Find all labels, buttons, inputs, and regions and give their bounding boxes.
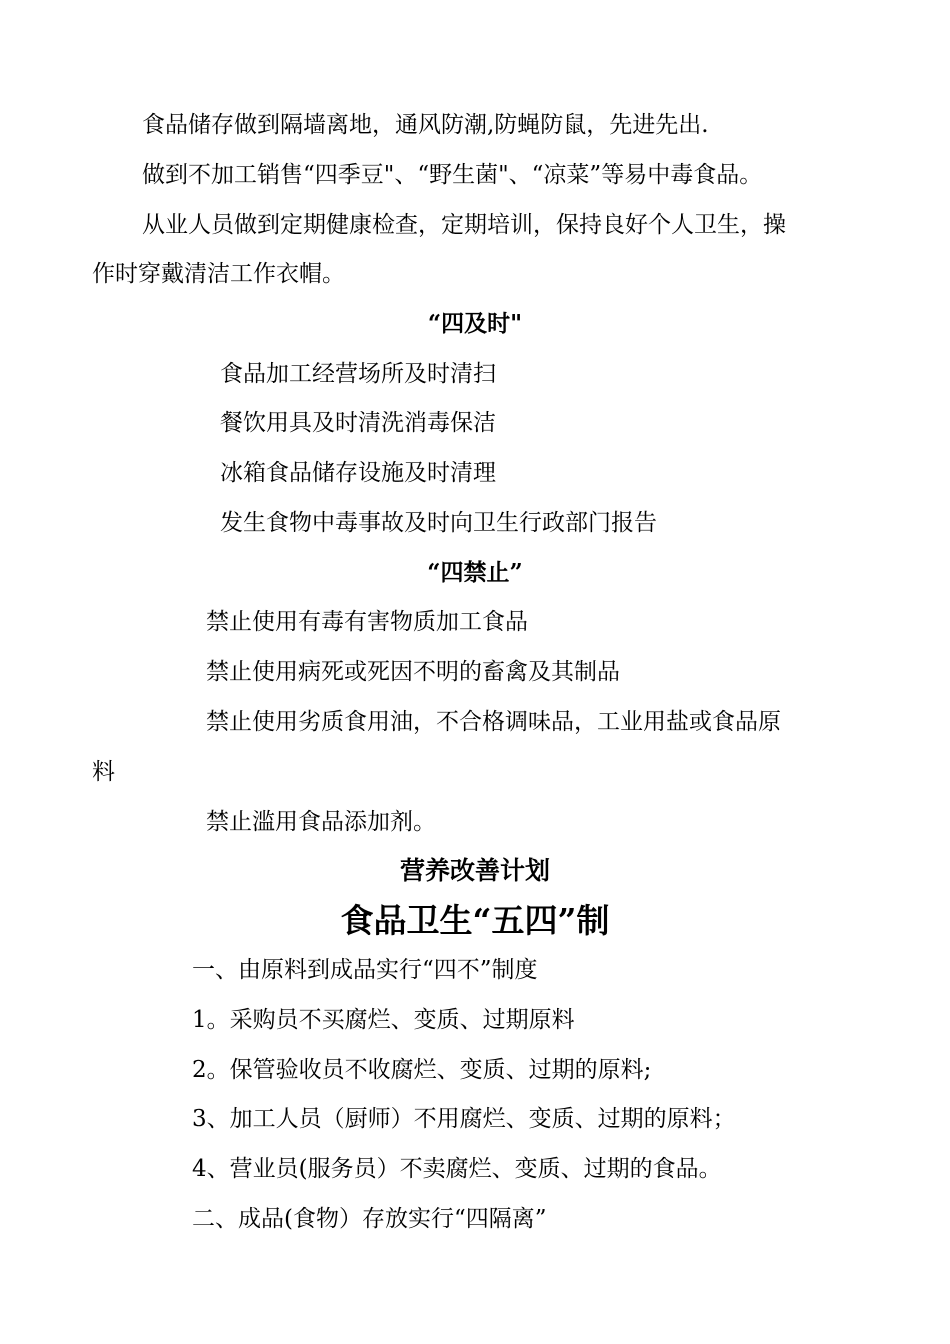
four-prohibit-item: 禁止滥用食品添加剂。 <box>206 809 436 835</box>
four-timely-item: 发生食物中毒事故及时向卫生行政部门报告 <box>220 510 657 536</box>
four-timely-item: 冰箱食品储存设施及时清理 <box>220 460 496 486</box>
four-timely-item: 食品加工经营场所及时清扫 <box>220 361 496 387</box>
plan-title: 营养改善计划 <box>399 856 550 885</box>
four-no-item: 3、加工人员（厨师）不用腐烂、变质、过期的原料； <box>192 1106 736 1132</box>
main-title: 食品卫生“五四”制 <box>340 901 610 940</box>
intro-paragraph-storage: 食品储存做到隔墙离地，通风防潮,防蝇防鼠，先进先出. <box>142 112 709 138</box>
four-prohibit-item-continuation: 料 <box>92 759 115 785</box>
intro-paragraph-toxic-food: 做到不加工销售“四季豆"、“野生菌"、“凉菜”等易中毒食品。 <box>142 162 763 188</box>
four-timely-item: 餐饮用具及时清洗消毒保洁 <box>220 410 496 436</box>
four-no-item: 1。采购员不买腐烂、变质、过期原料 <box>192 1007 575 1033</box>
four-prohibit-item: 禁止使用病死或死因不明的畜禽及其制品 <box>206 659 620 685</box>
intro-paragraph-staff-line1: 从业人员做到定期健康检查，定期培训，保持良好个人卫生，操 <box>142 212 786 238</box>
four-no-item: 2。保管验收员不收腐烂、变质、过期的原料; <box>192 1057 652 1083</box>
four-timely-heading: “四及时" <box>427 310 523 337</box>
four-prohibit-item: 禁止使用劣质食用油，不合格调味品，工业用盐或食品原 <box>206 709 781 735</box>
section-heading-four-isolation: 二、成品(食物）存放实行“四隔离” <box>192 1206 547 1232</box>
four-prohibit-heading: “四禁止” <box>427 559 523 586</box>
section-heading-four-no: 一、由原料到成品实行“四不”制度 <box>192 957 538 983</box>
intro-paragraph-staff-line2: 作时穿戴清洁工作衣帽。 <box>92 261 345 287</box>
four-no-item: 4、营业员(服务员）不卖腐烂、变质、过期的食品。 <box>192 1156 722 1182</box>
four-prohibit-item: 禁止使用有毒有害物质加工食品 <box>206 609 528 635</box>
